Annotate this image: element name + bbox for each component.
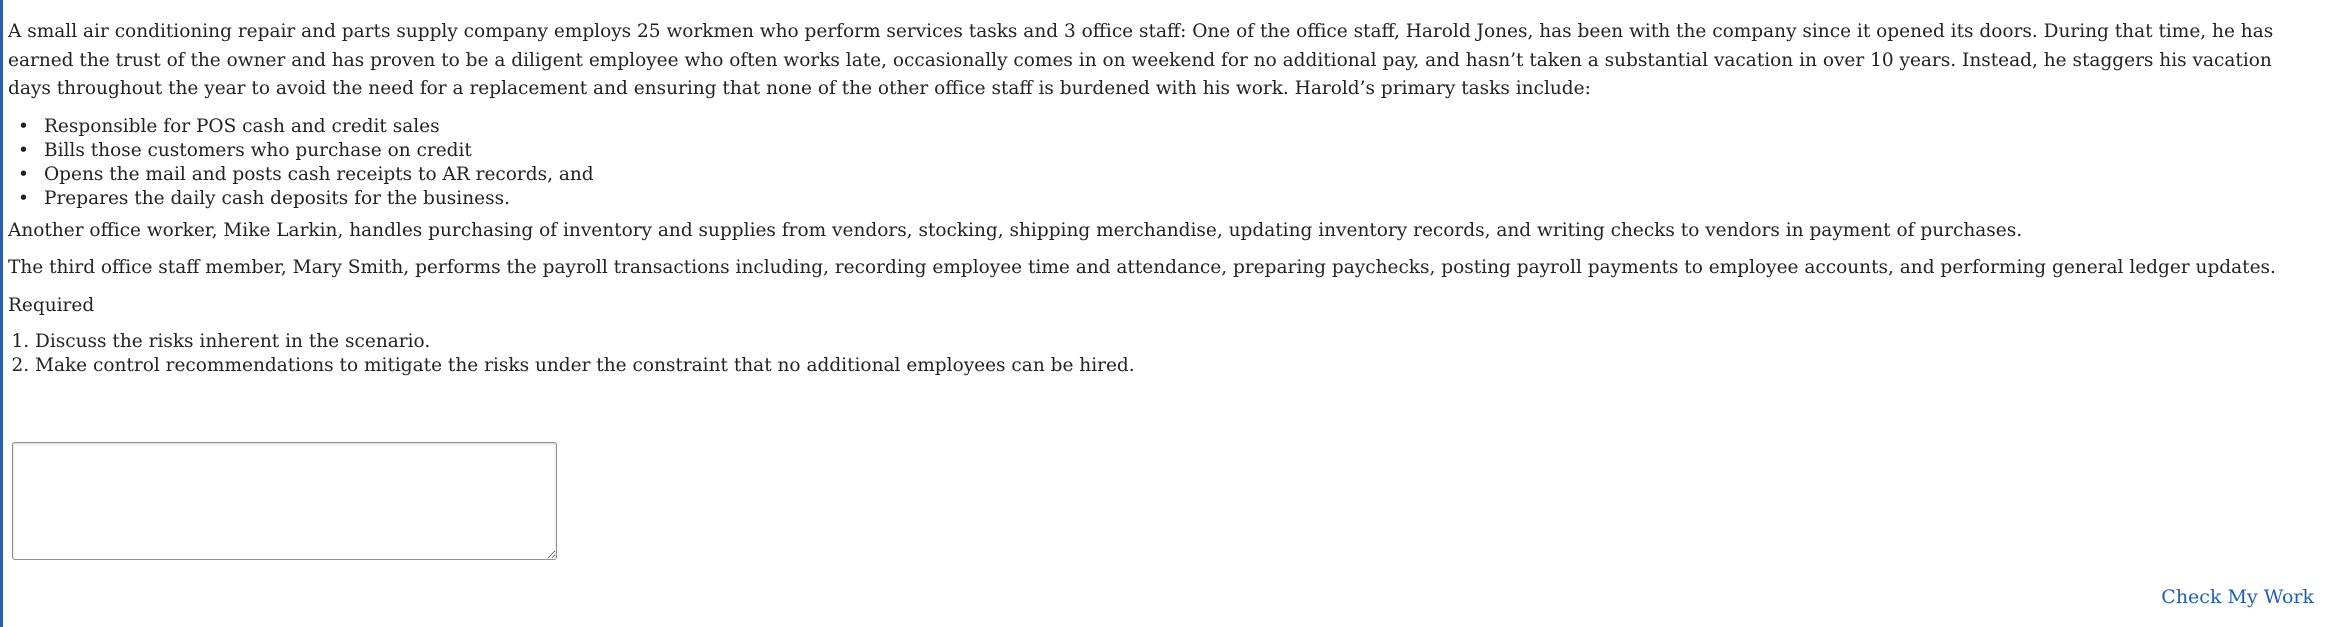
requirement-item: 2. Make control recommendations to mitigate the risks under the constraint that no additional employees can be hired. — [35, 354, 2318, 378]
left-border-rule — [0, 0, 3, 627]
required-heading: Required — [8, 294, 95, 316]
answer-textarea[interactable] — [12, 442, 557, 560]
mike-larkin-paragraph: Another office worker, Mike Larkin, handles purchasing of inventory and supplies from vendors, stocking, shipping merchandise, updating inventory records, and writing checks to vendors in payment of purchases. — [8, 219, 2023, 241]
check-my-work-button[interactable]: Check My Work — [2161, 586, 2314, 608]
task-item: • Prepares the daily cash deposits for the business. — [44, 187, 2318, 211]
requirements-list — [8, 330, 2318, 378]
task-item: • Bills those customers who purchase on credit — [44, 139, 2318, 163]
problem-content — [8, 18, 2318, 378]
task-item: • Responsible for POS cash and credit sales — [44, 115, 2318, 139]
requirement-item: 1. Discuss the risks inherent in the scenario. — [35, 330, 2318, 354]
task-item: • Opens the mail and posts cash receipts to AR records, and — [44, 163, 2318, 187]
mary-smith-paragraph: The third office staff member, Mary Smith, performs the payroll transactions including, recording employee time and attendance, preparing paychecks, posting payroll payments to employee accounts, and performing general ledger updates. — [8, 257, 2276, 278]
task-list — [8, 115, 2318, 211]
intro-paragraph: A small air conditioning repair and parts supply company employs 25 workmen who perform services tasks and 3 office staff: One of the office staff, Harold Jones, has been with the company since it opened its doors. During that time, he has earned the trust of the owner and has proven to be a diligent employee who often works late, occasionally comes in on weekend for no additional pay, and hasn’t taken a substantial vacation in over 10 years. Instead, he staggers his vacation days throughout the year to avoid the need for a replacement and ensuring that none of the other office staff is burdened with his work. Harold’s primary tasks include: — [8, 21, 2274, 99]
